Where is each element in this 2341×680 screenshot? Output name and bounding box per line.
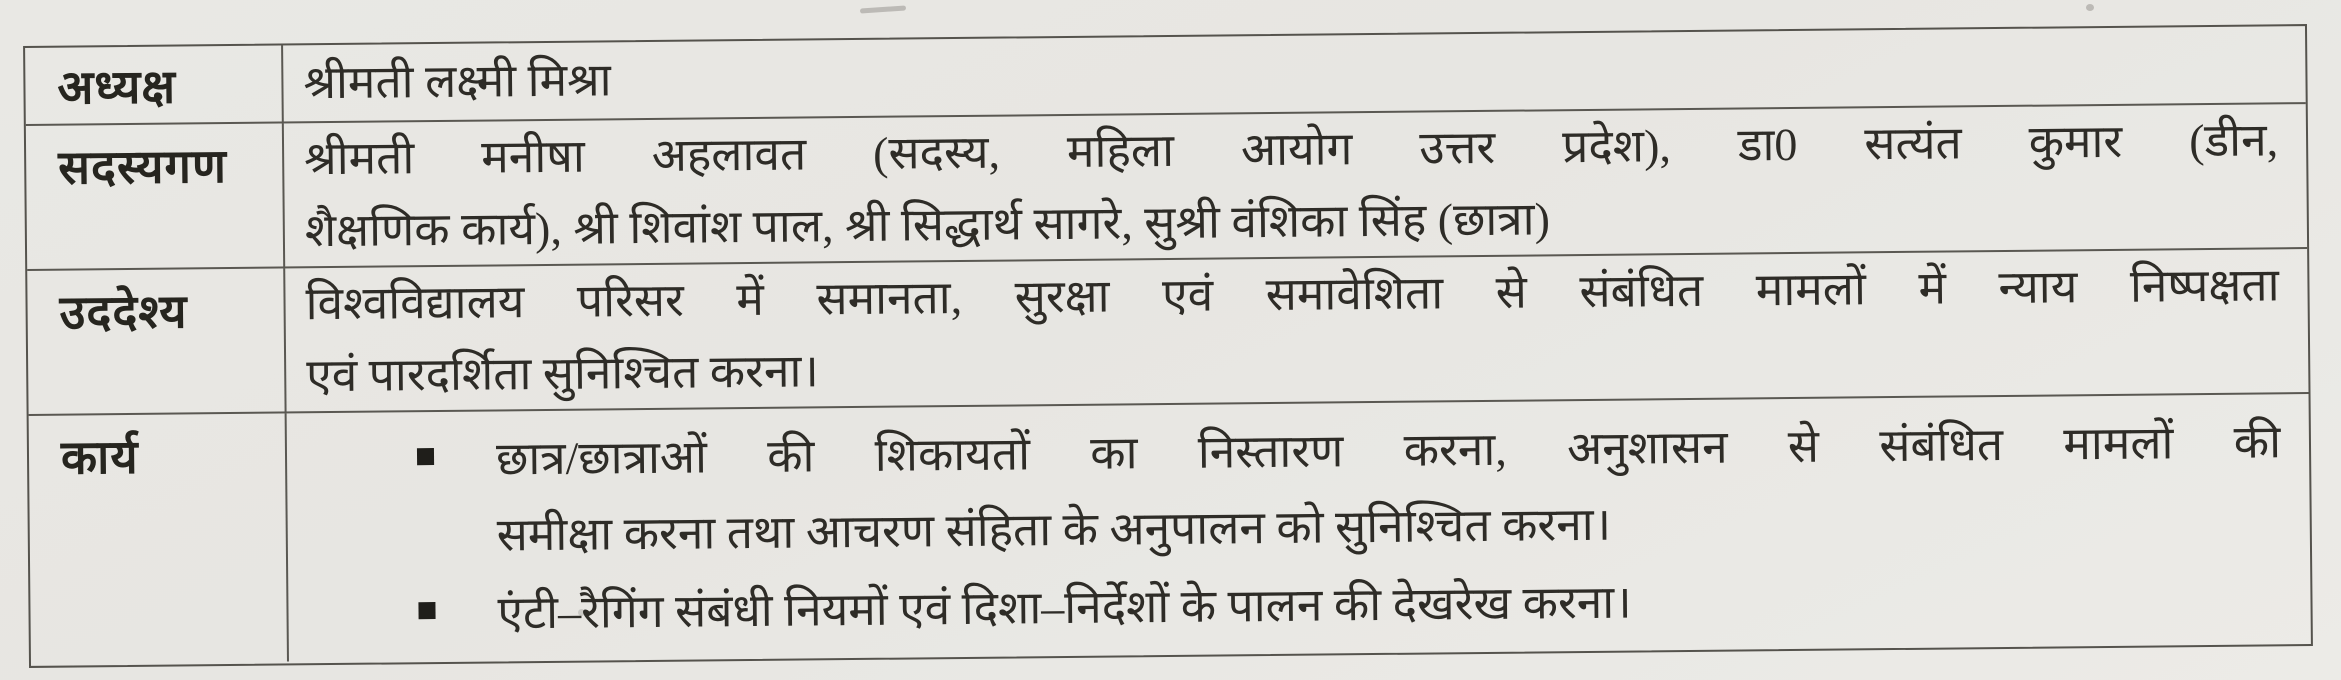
row-content-objective xyxy=(285,249,2308,412)
table-row-functions xyxy=(29,394,2311,664)
square-bullet-icon xyxy=(417,448,434,465)
row-label-chairperson xyxy=(25,45,284,123)
functions-bullet-list xyxy=(307,394,2283,653)
content-line: छात्र/छात्राओं की शिकायतों का निस्तारण करना, अनुशासन से संबंधित मामलों की xyxy=(495,416,2282,485)
content-line: एंटी–रैगिंग संबंधी नियमों एवं दिशा–निर्देशों के पालन की देखरेख करना। xyxy=(497,576,1632,639)
scan-speck xyxy=(860,5,906,13)
row-label-text: सदस्यगण xyxy=(57,141,228,195)
square-bullet-icon xyxy=(418,602,435,619)
table-row-members xyxy=(26,104,2307,271)
content-line: शैक्षणिक कार्य), श्री शिवांश पाल, श्री सिद्धार्थ सागरे, सुश्री वंशिका सिंह (छात्रा) xyxy=(304,193,1551,257)
row-label-members xyxy=(26,123,285,269)
bullet-item xyxy=(308,558,2283,653)
row-content-members xyxy=(284,104,2307,267)
content-line: एवं पारदर्शिता सुनिश्चित करना। xyxy=(306,345,820,402)
row-label-functions xyxy=(29,413,289,663)
content-line: श्रीमती मनीषा अहलावत (सदस्य, महिला आयोग उत्तर प्रदेश), डा0 सत्यंत कुमार (डीन, xyxy=(303,114,2279,185)
bullet-item xyxy=(307,404,2282,575)
bullet-text xyxy=(497,558,2283,651)
table-row-objective xyxy=(27,249,2308,416)
bullet-text xyxy=(496,404,2282,573)
committee-info-table xyxy=(23,24,2313,668)
row-content-functions xyxy=(287,394,2311,661)
row-label-objective xyxy=(27,268,286,414)
row-label-text: उददेश्य xyxy=(59,286,188,340)
row-label-text: कार्य xyxy=(60,431,139,485)
content-line: समीक्षा करना तथा आचरण संहिता के अनुपालन को सुनिश्चित करना। xyxy=(496,498,1612,561)
content-line: श्रीमती लक्ष्मी मिश्रा xyxy=(303,54,612,109)
scan-speck xyxy=(2086,4,2094,11)
row-label-text: अध्यक्ष xyxy=(57,61,177,115)
content-line: विश्वविद्यालय परिसर में समानता, सुरक्षा एवं समावेशिता से संबंधित मामलों में न्याय निष्पक्षता xyxy=(305,259,2280,330)
